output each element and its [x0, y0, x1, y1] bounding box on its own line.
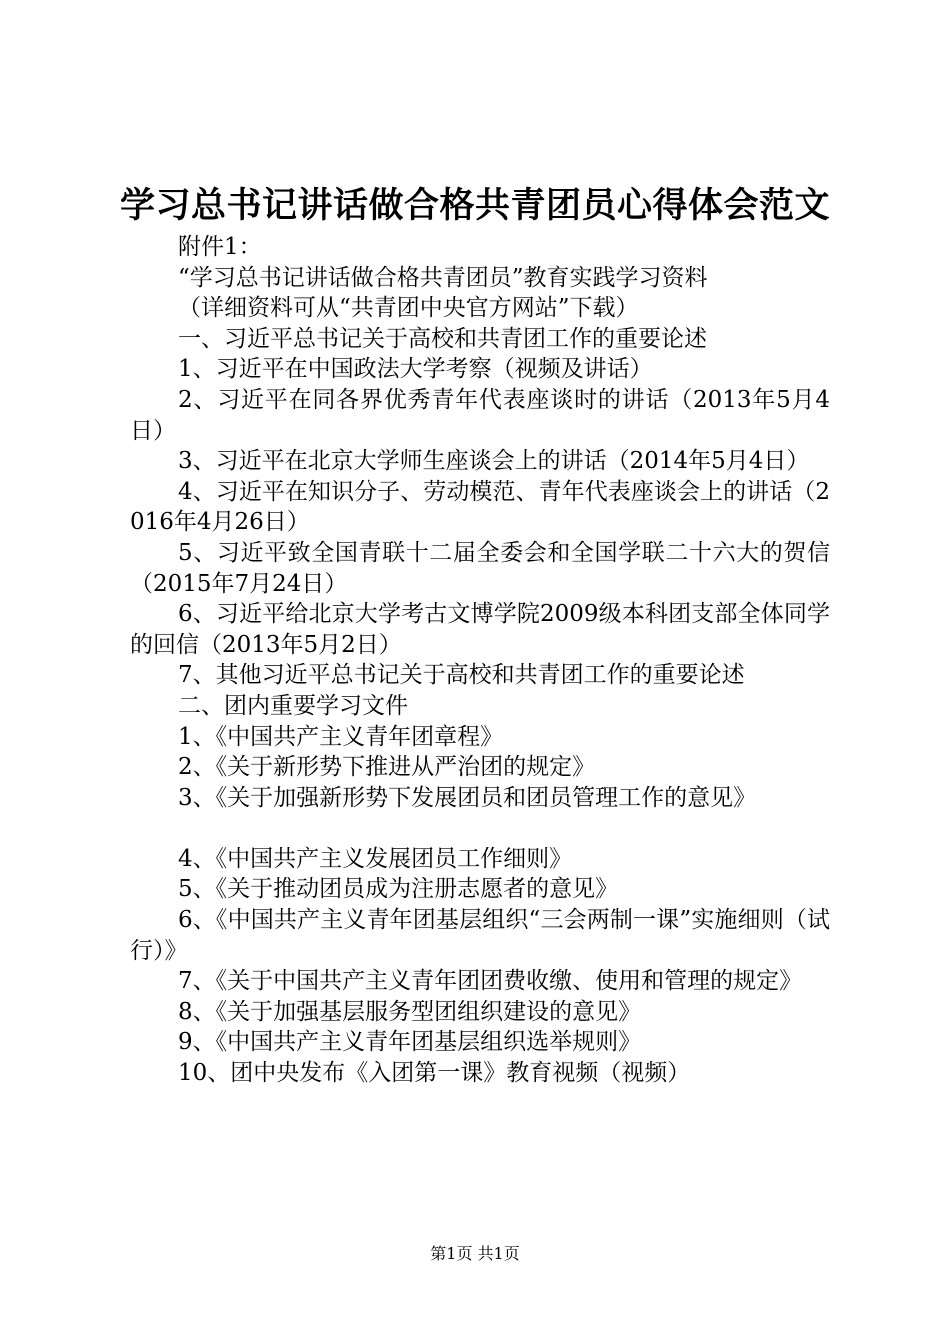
paragraph-download-note: （详细资料可从“共青团中央官方网站”下载）: [178, 295, 639, 322]
list-item: 5、《关于推动团员成为注册志愿者的意见》: [178, 876, 619, 903]
list-item: 9、《中国共产主义青年团基层组织选举规则》: [178, 1029, 642, 1056]
section-heading-1: 一、习近平总书记关于高校和共青团工作的重要论述: [178, 325, 707, 352]
blank-line: [130, 813, 830, 844]
list-item: 1、《中国共产主义青年团章程》: [178, 723, 504, 750]
list-item: 2、《关于新形势下推进从严治团的规定》: [178, 754, 596, 781]
list-item: 4、《中国共产主义发展团员工作细则》: [178, 845, 573, 872]
list-item: 7、《关于中国共产主义青年团团费收缴、使用和管理的规定》: [178, 968, 803, 995]
list-item: 5、习近平致全国青联十二届全委会和全国学联二十六大的贺信（2015年7月24日）: [130, 539, 830, 597]
page-footer: 第1页 共1页: [430, 1244, 520, 1263]
paragraph-attachment: 附件1：: [178, 234, 262, 260]
list-item: 2、习近平在同各界优秀青年代表座谈时的讲话（2013年5月4日）: [130, 386, 830, 444]
list-item: 6、习近平给北京大学考古文博学院2009级本科团支部全体同学的回信（2013年5月2日）: [130, 601, 830, 658]
list-item: 1、习近平在中国政法大学考察（视频及讲话）: [178, 356, 653, 383]
document-title: 学习总书记讲话做合格共青团员心得体会范文: [119, 186, 830, 226]
list-item: 6、《中国共产主义青年团基层组织“三会两制一课”实施细则（试行）》: [130, 907, 830, 964]
paragraph-material-title: “学习总书记讲话做合格共青团员”教育实践学习资料: [178, 264, 708, 291]
list-item: 7、其他习近平总书记关于高校和共青团工作的重要论述: [178, 662, 745, 689]
list-item: 3、习近平在北京大学师生座谈会上的讲话（2014年5月4日）: [178, 448, 810, 475]
list-item: 4、习近平在知识分子、劳动模范、青年代表座谈会上的讲话（2016年4月26日）: [130, 478, 830, 536]
list-item: 8、《关于加强基层服务型团组织建设的意见》: [178, 998, 642, 1025]
list-item: 10、团中央发布《入团第一课》教育视频（视频）: [178, 1060, 691, 1087]
document-body: [130, 232, 830, 1089]
section-heading-2: 二、团内重要学习文件: [178, 692, 408, 719]
list-item: 3、《关于加强新形势下发展团员和团员管理工作的意见》: [178, 784, 757, 811]
